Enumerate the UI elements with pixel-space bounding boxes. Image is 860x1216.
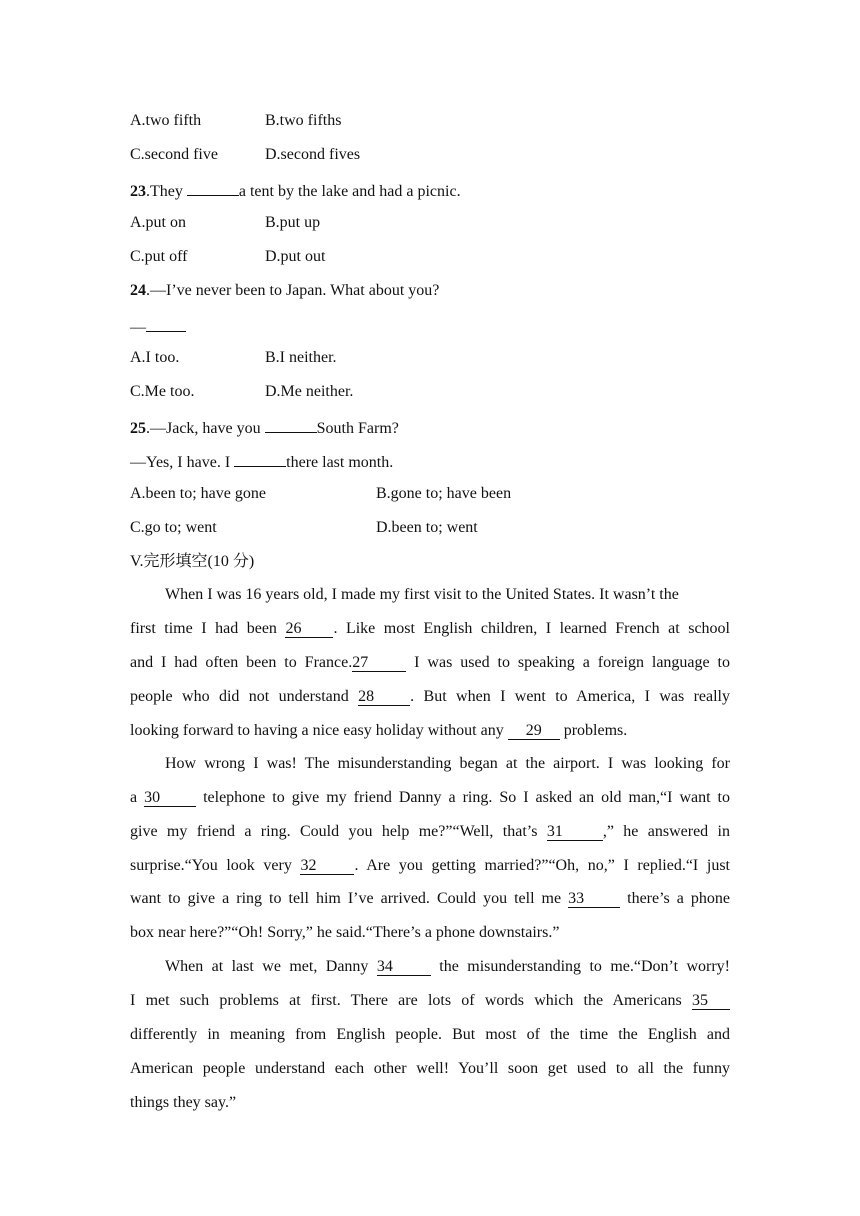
option-a: A.I too. xyxy=(130,349,180,366)
passage-line: first time I had been 26 . Like most English children, I learned French at school xyxy=(130,620,731,637)
question-24 xyxy=(130,281,439,301)
blank-number: 28 xyxy=(358,688,410,706)
question-number: 25 xyxy=(130,420,146,437)
question-25 xyxy=(130,416,399,439)
passage-line: a 30 telephone to give my friend Danny a ring. So I asked an old man,“I want to xyxy=(130,789,730,806)
option-b: B.two fifths xyxy=(265,112,342,129)
dialogue-dash: — xyxy=(130,319,146,336)
passage-line: When I was 16 years old, I made my first visit to the United States. It wasn’t the xyxy=(165,586,679,603)
question-23 xyxy=(130,179,461,202)
option-d: D.Me neither. xyxy=(265,383,354,400)
question-text: a tent by the lake and had a picnic. xyxy=(238,183,461,200)
passage-line: give my friend a ring. Could you help me?”“Well, that’s 31 ,” he answered in xyxy=(130,823,730,840)
question-text: .—Jack, have you xyxy=(146,420,265,437)
blank-number: 34 xyxy=(377,958,431,976)
passage-line: surprise.“You look very 32 . Are you getting married?”“Oh, no,” I replied.“I just xyxy=(130,857,731,874)
question-number: 23 xyxy=(130,183,146,200)
question-text: .—I’ve never been to Japan. What about you? xyxy=(146,282,440,299)
blank-number: 30 xyxy=(144,789,196,807)
answer-blank xyxy=(234,450,286,467)
question-text: there last month. xyxy=(286,454,394,471)
blank-number: 27 xyxy=(352,654,406,672)
passage-line: want to give a ring to tell him I’ve arrived. Could you tell me 33 there’s a phone xyxy=(130,890,731,907)
option-d: D.been to; went xyxy=(376,519,478,536)
passage-line: When at last we met, Danny 34 the misunderstanding to me.“Don’t worry! xyxy=(165,958,730,975)
option-c: C.Me too. xyxy=(130,383,195,400)
option-a: A.been to; have gone xyxy=(130,485,266,502)
question-text: .They xyxy=(146,183,187,200)
blank-number: 31 xyxy=(547,823,603,841)
passage-line: things they say.” xyxy=(130,1094,237,1111)
answer-blank xyxy=(187,179,239,196)
answer-blank xyxy=(265,416,317,433)
blank-number: 26 xyxy=(285,620,333,638)
option-c: C.put off xyxy=(130,248,188,265)
blank-number: 35 xyxy=(692,992,730,1010)
q25-reply xyxy=(130,450,393,473)
question-text: —Yes, I have. I xyxy=(130,454,235,471)
passage-line: How wrong I was! The misunderstanding began at the airport. I was looking for xyxy=(165,755,730,772)
passage-line: I met such problems at first. There are lots of words which the Americans 35 xyxy=(130,991,730,1011)
option-c: C.go to; went xyxy=(130,519,217,536)
option-d: D.put out xyxy=(265,248,326,265)
blank-number: 32 xyxy=(300,857,354,875)
option-a: A.two fifth xyxy=(130,112,202,129)
option-b: B.I neither. xyxy=(265,349,337,366)
question-text: South Farm? xyxy=(316,420,399,437)
section-heading: V.完形填空(10 分) xyxy=(130,553,255,570)
option-c: C.second five xyxy=(130,146,218,163)
passage-line: box near here?”“Oh! Sorry,” he said.“There’s a phone downstairs.” xyxy=(130,924,560,941)
passage-line: differently in meaning from English people. But most of the time the English and xyxy=(130,1026,730,1043)
passage-line: American people understand each other well! You’ll soon get used to all the funny xyxy=(130,1060,730,1077)
option-a: A.put on xyxy=(130,214,186,231)
blank-number: 33 xyxy=(568,890,620,908)
q24-answer-line xyxy=(130,315,186,338)
blank-number: 29 xyxy=(508,722,560,740)
passage-line: looking forward to having a nice easy holiday without any 29 problems. xyxy=(130,722,628,739)
option-b: B.gone to; have been xyxy=(376,485,512,502)
question-number: 24 xyxy=(130,282,146,299)
option-b: B.put up xyxy=(265,214,321,231)
option-d: D.second fives xyxy=(265,146,361,163)
passage-line: people who did not understand 28 . But when I went to America, I was really xyxy=(130,688,731,705)
passage-line: and I had often been to France.27 I was used to speaking a foreign language to xyxy=(130,654,731,671)
answer-blank xyxy=(146,315,186,332)
